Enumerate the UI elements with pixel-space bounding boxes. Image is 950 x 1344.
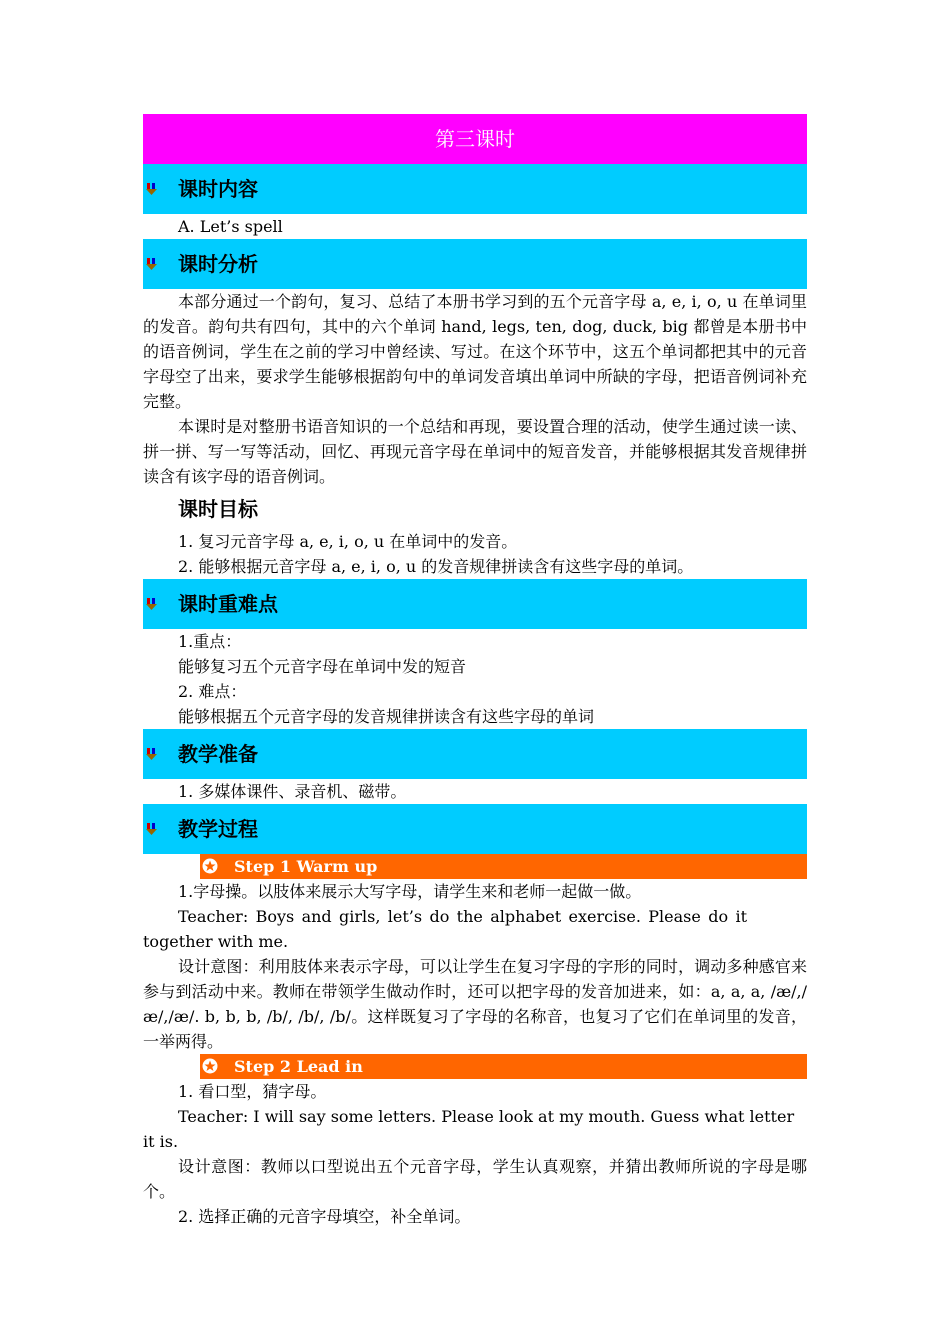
- keypoint-1-text: 能够复习五个元音字母在单词中发的短音: [178, 657, 467, 676]
- lesson-title-bar: [143, 114, 807, 164]
- step-1-header: [200, 854, 807, 879]
- step-2-header: [200, 1054, 807, 1079]
- section-heading: 教学准备: [178, 742, 258, 766]
- section-header-prep: [143, 729, 807, 779]
- keypoint-2-label: 2. 难点：: [178, 682, 247, 701]
- analysis-paragraph-2: 本课时是对整册书语音知识的一个总结和再现，要设置合理的活动，使学生通过读一读、拼一拼、写一写等活动，回忆、再现元音字母在单词中的短音发音，并能够根据其发音规律拼读含有该字母的语音例词。: [143, 417, 807, 486]
- step-1-paragraph-1: 1.字母操。以肢体来展示大写字母，请学生来和老师一起做一做。: [178, 882, 642, 901]
- keypoint-2-text: 能够根据五个元音字母的发音规律拼读含有这些字母的单词: [178, 707, 595, 726]
- section-heading: 课时内容: [178, 177, 258, 201]
- section-heading-goals: 课时目标: [178, 497, 258, 521]
- section-heading: 教学过程: [178, 817, 258, 841]
- step-label: Step 2 Lead in: [234, 1057, 363, 1076]
- prep-text: 1. 多媒体课件、录音机、磁带。: [178, 782, 407, 801]
- goal-item-2: 2. 能够根据元音字母 a, e, i, o, u 的发音规律拼读含有这些字母的单词。: [178, 557, 694, 576]
- keypoint-1-label: 1.重点：: [178, 632, 242, 651]
- section-header-process: [143, 804, 807, 854]
- step-2-paragraph-1: 1. 看口型，猜字母。: [178, 1082, 327, 1101]
- goal-item-1: 1. 复习元音字母 a, e, i, o, u 在单词中的发音。: [178, 532, 518, 551]
- section-heading: 课时重难点: [178, 592, 278, 616]
- step-2-paragraph-2: Teacher: I will say some letters. Please look at my mouth. Guess what letter it is.: [143, 1107, 795, 1151]
- step-1-paragraph-2: Teacher: Boys and girls, let’s do the alphabet exercise. Please do it together with me.: [143, 907, 747, 951]
- step-label: Step 1 Warm up: [234, 857, 378, 876]
- section-header-analysis: [143, 239, 807, 289]
- bullet-icon: [146, 748, 157, 760]
- content-text: A. Let’s spell: [178, 217, 283, 236]
- lesson-title: 第三课时: [435, 127, 515, 151]
- section-header-keypoints: [143, 579, 807, 629]
- section-heading: 课时分析: [178, 252, 258, 276]
- bullet-icon: [146, 823, 157, 835]
- step-1-paragraph-3: 设计意图：利用肢体来表示字母，可以让学生在复习字母的字形的同时，调动多种感官来参与到活动中来。教师在带领学生做动作时，还可以把字母的发音加进来，如：a, a, a, /æ/,/æ/,/æ/. b, b, b, /b/, /b/, /b/。这样既复习了字母的名称音，也复习了它们在单词里的发音，一举两得。: [143, 957, 807, 1051]
- bullet-icon: [146, 258, 157, 270]
- section-header-content: [143, 164, 807, 214]
- bullet-icon: [146, 183, 157, 195]
- step-2-paragraph-3: 设计意图：教师以口型说出五个元音字母，学生认真观察，并猜出教师所说的字母是哪个。: [143, 1157, 807, 1201]
- star-circle-icon: [202, 1058, 218, 1074]
- bullet-icon: [146, 598, 157, 610]
- step-2-paragraph-4: 2. 选择正确的元音字母填空，补全单词。: [178, 1207, 471, 1226]
- star-circle-icon: [202, 858, 218, 874]
- analysis-paragraph-1: 本部分通过一个韵句，复习、总结了本册书学习到的五个元音字母 a, e, i, o, u 在单词里的发音。韵句共有四句，其中的六个单词 hand, legs, ten, dog, duck, big 都曾是本册书中的语音例词，学生在之前的学习中曾经读、写过。在这个环节中，这五个单词都把其中的元音字母空了出来，要求学生能够根据韵句中的单词发音填出单词中所缺的字母，把语音例词补充完整。: [143, 292, 807, 411]
- lesson-content: [143, 114, 807, 1229]
